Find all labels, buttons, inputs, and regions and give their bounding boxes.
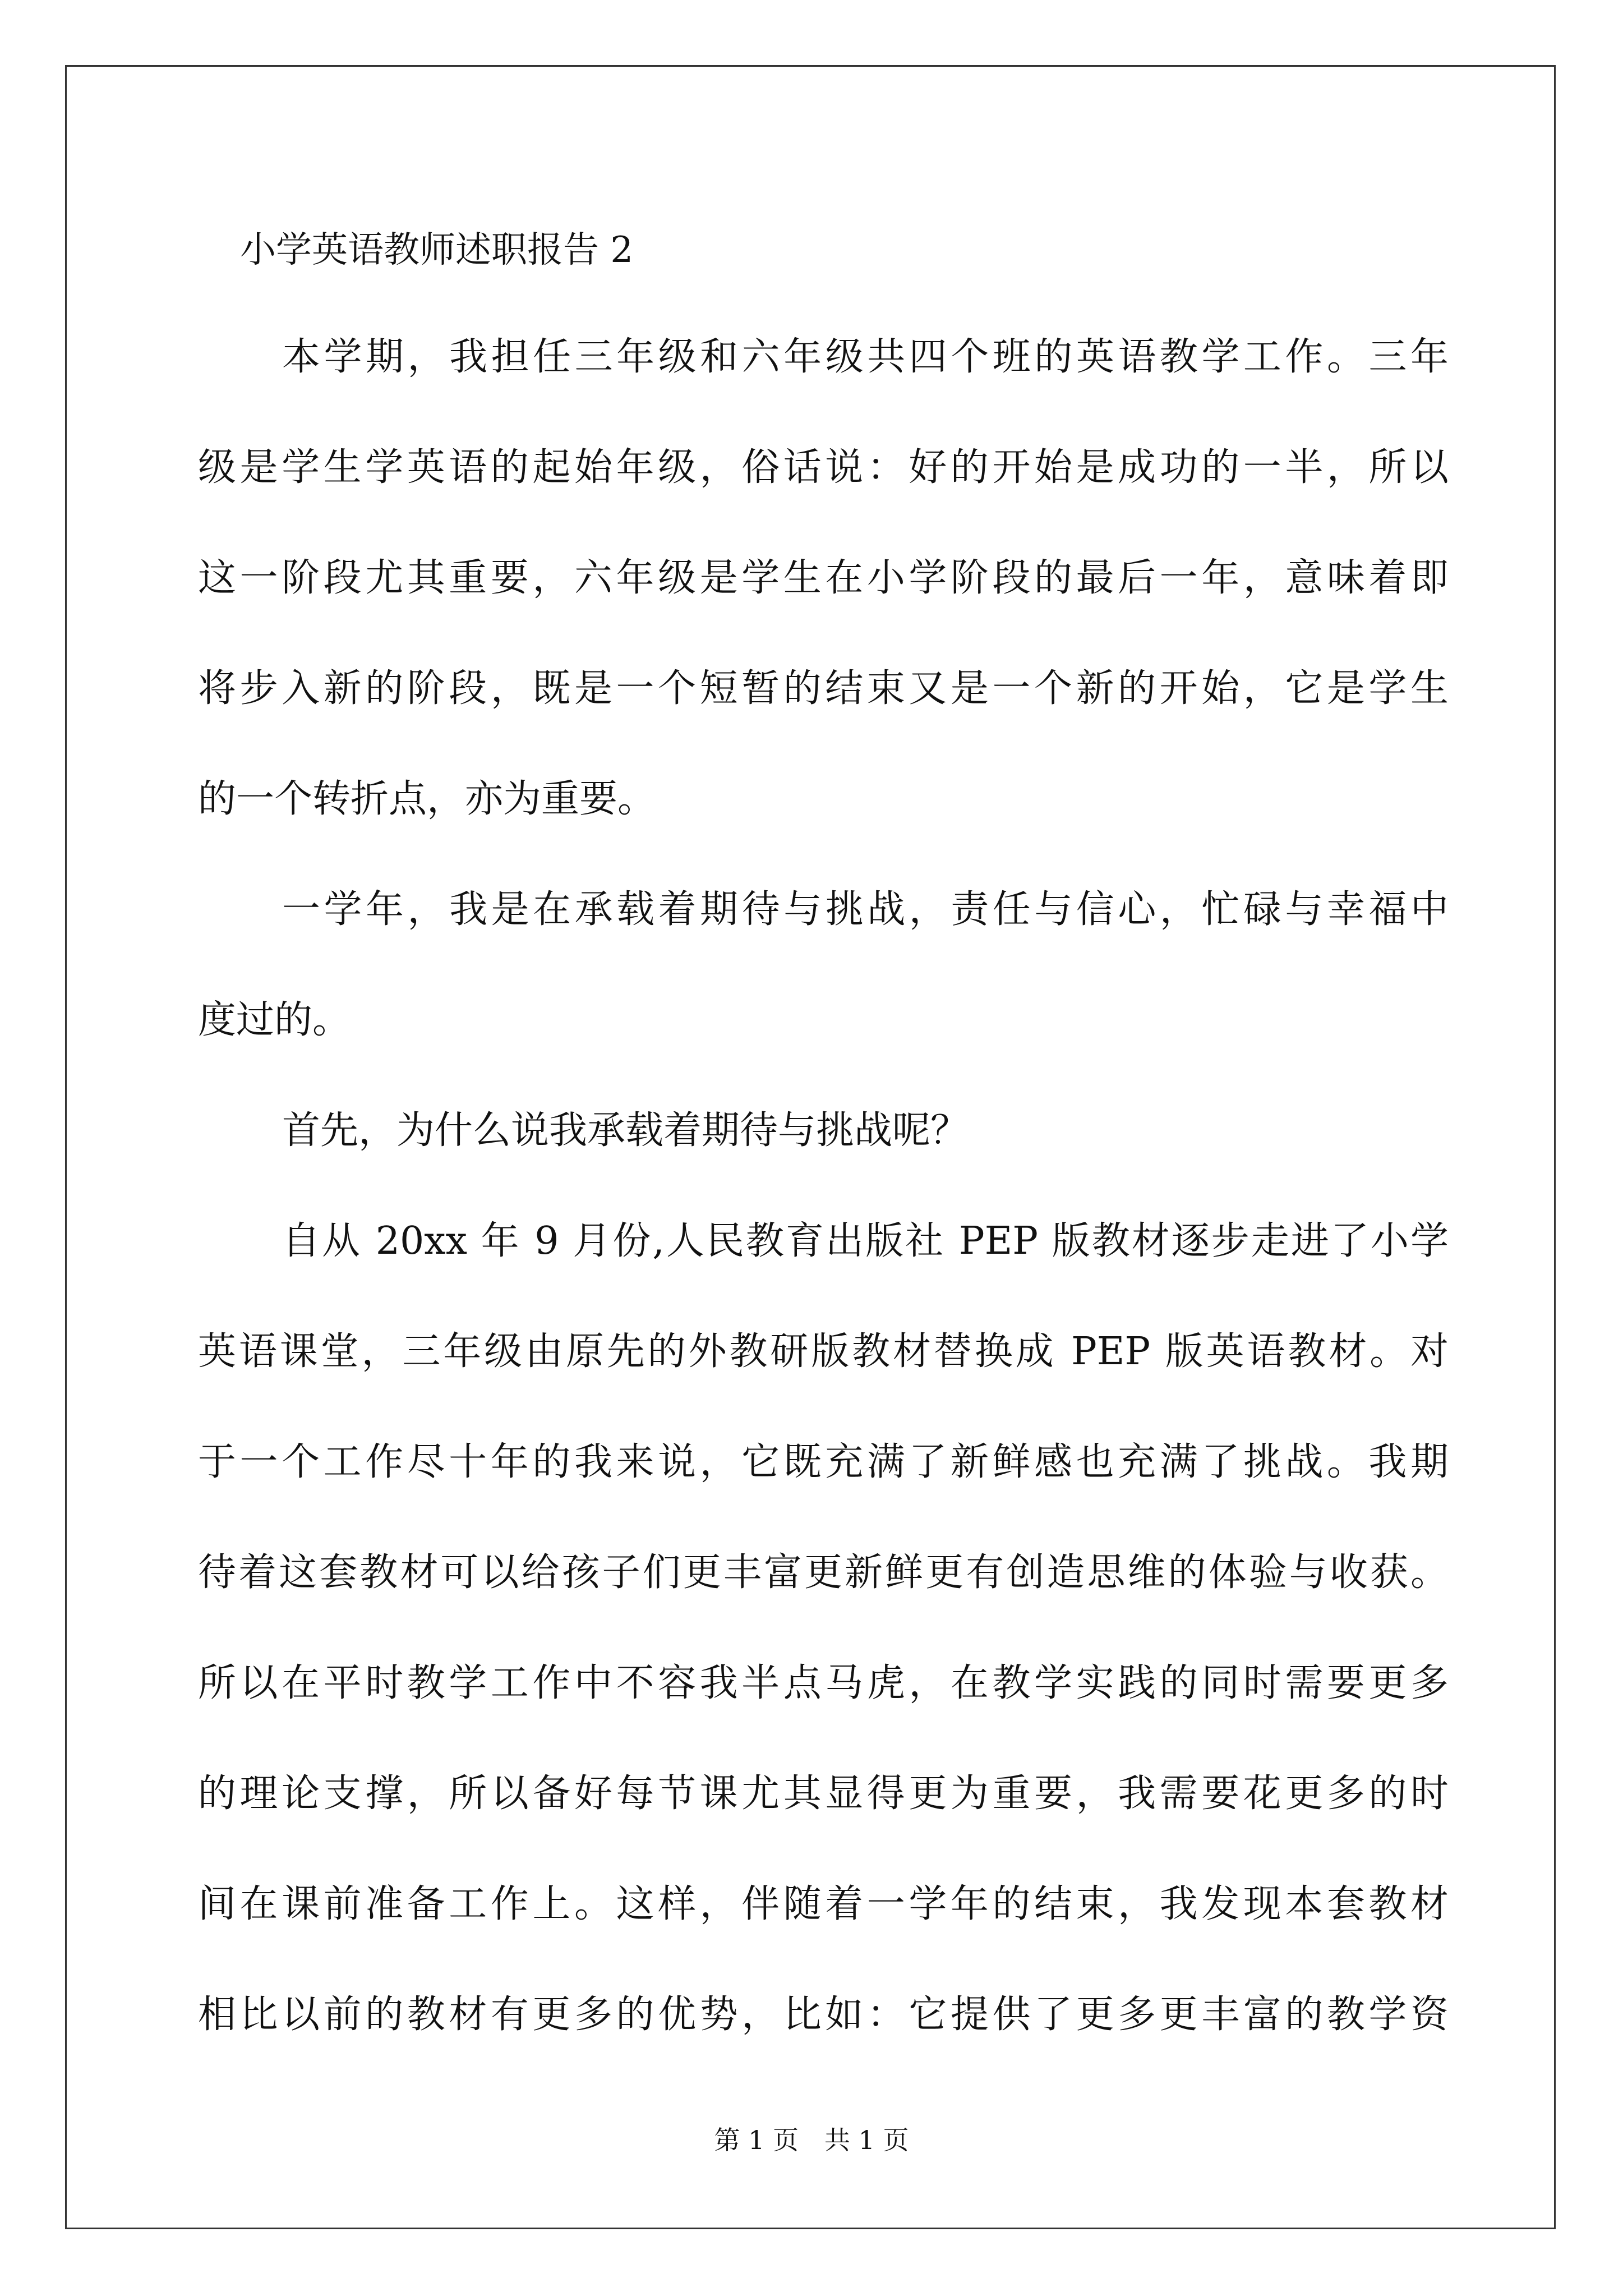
body-line: 首先，为什么说我承载着期待与挑战呢？	[282, 1108, 969, 1153]
body-line: 度过的。	[198, 998, 351, 1042]
body-line: 自从 20xx 年 9 月份,人民教育出版社 PEP 版教材逐步走进了小学	[282, 1219, 1449, 1263]
body-line: 所以在平时教学工作中不容我半点马虎，在教学实践的同时需要更多	[198, 1661, 1449, 1705]
body-line: 间在课前准备工作上。这样，伴随着一学年的结束，我发现本套教材	[198, 1882, 1449, 1926]
body-line: 待着这套教材可以给孩子们更丰富更新鲜更有创造思维的体验与收获。	[198, 1550, 1449, 1595]
body-line: 英语课堂，三年级由原先的外教研版教材替换成 PEP 版英语教材。对	[198, 1329, 1449, 1374]
body-line: 于一个工作尽十年的我来说，它既充满了新鲜感也充满了挑战。我期	[198, 1440, 1449, 1484]
body-line: 一学年，我是在承载着期待与挑战，责任与信心，忙碌与幸福中	[282, 887, 1449, 932]
body-line: 这一阶段尤其重要，六年级是学生在小学阶段的最后一年，意味着即	[198, 556, 1449, 600]
document-title: 小学英语教师述职报告 2	[240, 229, 634, 271]
body-line: 的理论支撑，所以备好每节课尤其显得更为重要，我需要花更多的时	[198, 1772, 1449, 1816]
body-line: 将步入新的阶段，既是一个短暂的结束又是一个新的开始，它是学生	[198, 666, 1449, 711]
body-line: 相比以前的教材有更多的优势，比如：它提供了更多更丰富的教学资	[198, 1993, 1449, 2037]
page-footer: 第 1 页 共 1 页	[714, 2125, 909, 2155]
body-line: 的一个转折点，亦为重要。	[198, 777, 656, 821]
body-line: 本学期，我担任三年级和六年级共四个班的英语教学工作。三年	[282, 335, 1449, 379]
body-line: 级是学生学英语的起始年级，俗话说：好的开始是成功的一半，所以	[198, 445, 1449, 490]
